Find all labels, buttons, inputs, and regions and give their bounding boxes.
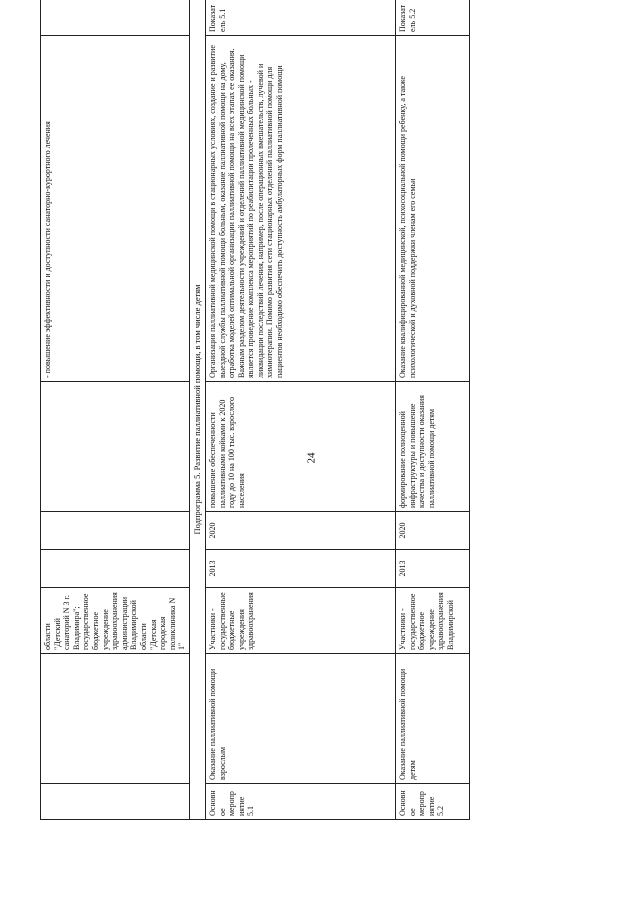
cell-indicator: Показатель 5.2 [395,0,469,35]
cell-description: Организация паллиативной медицинской помощи в стационарных условиях, создание и развитие выездной службы паллиативной помощи больным, оказание паллиативной помощи на дому, отработка моделей оптимальной организации паллиативной помощи на всех этапах ее оказания. Важным разделом деятельности учреждений и отделений паллиативной медицинской помощи является проведение комплекса мероприятий по реабилитации пролеченных больных - ликвидации последствий лечения, например, после операционных вмешательств, лучевой и химиотерапии. Помимо развития сети стационарных отделений паллиативной помощи для пациентов необходимо обеспечить доступность амбулаторных форм паллиативной помощи [205,35,395,381]
cell-executor-continued: области "Детский санаторий N 3 г. Владимира"; государственное бюджетное учреждение здравоохранения администрации Владимирской области "Детская городская поликлиника N 1" [41,588,190,654]
cell-end-year: 2020 [205,512,395,550]
cell-start-year: 2013 [395,550,469,588]
cell-indicator-note: - повышение эффективности и доступности санаторно-курортного лечения [41,35,190,381]
cell-result: формирование полноценной инфраструктуры и повышение качества и доступности оказания паллиативной помощи детям [395,382,469,512]
cell-type: Основное мероприятие 5.1 [205,784,395,820]
cell-start-year: 2013 [205,550,395,588]
activities-table [40,0,470,820]
cell-indicator: Показатель 5.1 [205,0,395,35]
cell-type: Основное мероприятие 5.2 [395,784,469,820]
cell-name-empty [41,654,190,784]
cell-start-empty [41,550,190,588]
table-row-5-2 [395,0,469,820]
cell-type-empty [41,784,190,820]
table-row-continuation [41,0,190,820]
subprogram-title: Подпрограмма 5. Развитие паллиативной помощи, в том числе детям [189,0,205,820]
cell-result-empty [41,382,190,512]
cell-executor: Участники - государственные бюджетные учреждения здравоохранения [205,588,395,654]
cell-end-year: 2020 [395,512,469,550]
cell-name: Оказание паллиативной помощи детям [395,654,469,784]
table-row-5-1 [205,0,395,820]
subprogram-header-row [189,0,205,820]
cell-end-empty [41,512,190,550]
cell-result: повышение обеспеченности паллиативными койками к 2020 году до 10 на 100 тыс. взрослого населения [205,382,395,512]
cell-name: Оказание паллиативной помощи взрослым [205,654,395,784]
cell-description: Оказание квалифицированной медицинской, психосоциальной помощи ребенку, а также психологической и духовной поддержки членам его семьи [395,35,469,381]
cell-indicator-empty [41,0,190,35]
rotated-table-wrapper [40,0,455,820]
page-number: 24 [305,452,318,464]
cell-executor: Участники - государственное бюджетное учреждение здравоохранения Владимирской [395,588,469,654]
